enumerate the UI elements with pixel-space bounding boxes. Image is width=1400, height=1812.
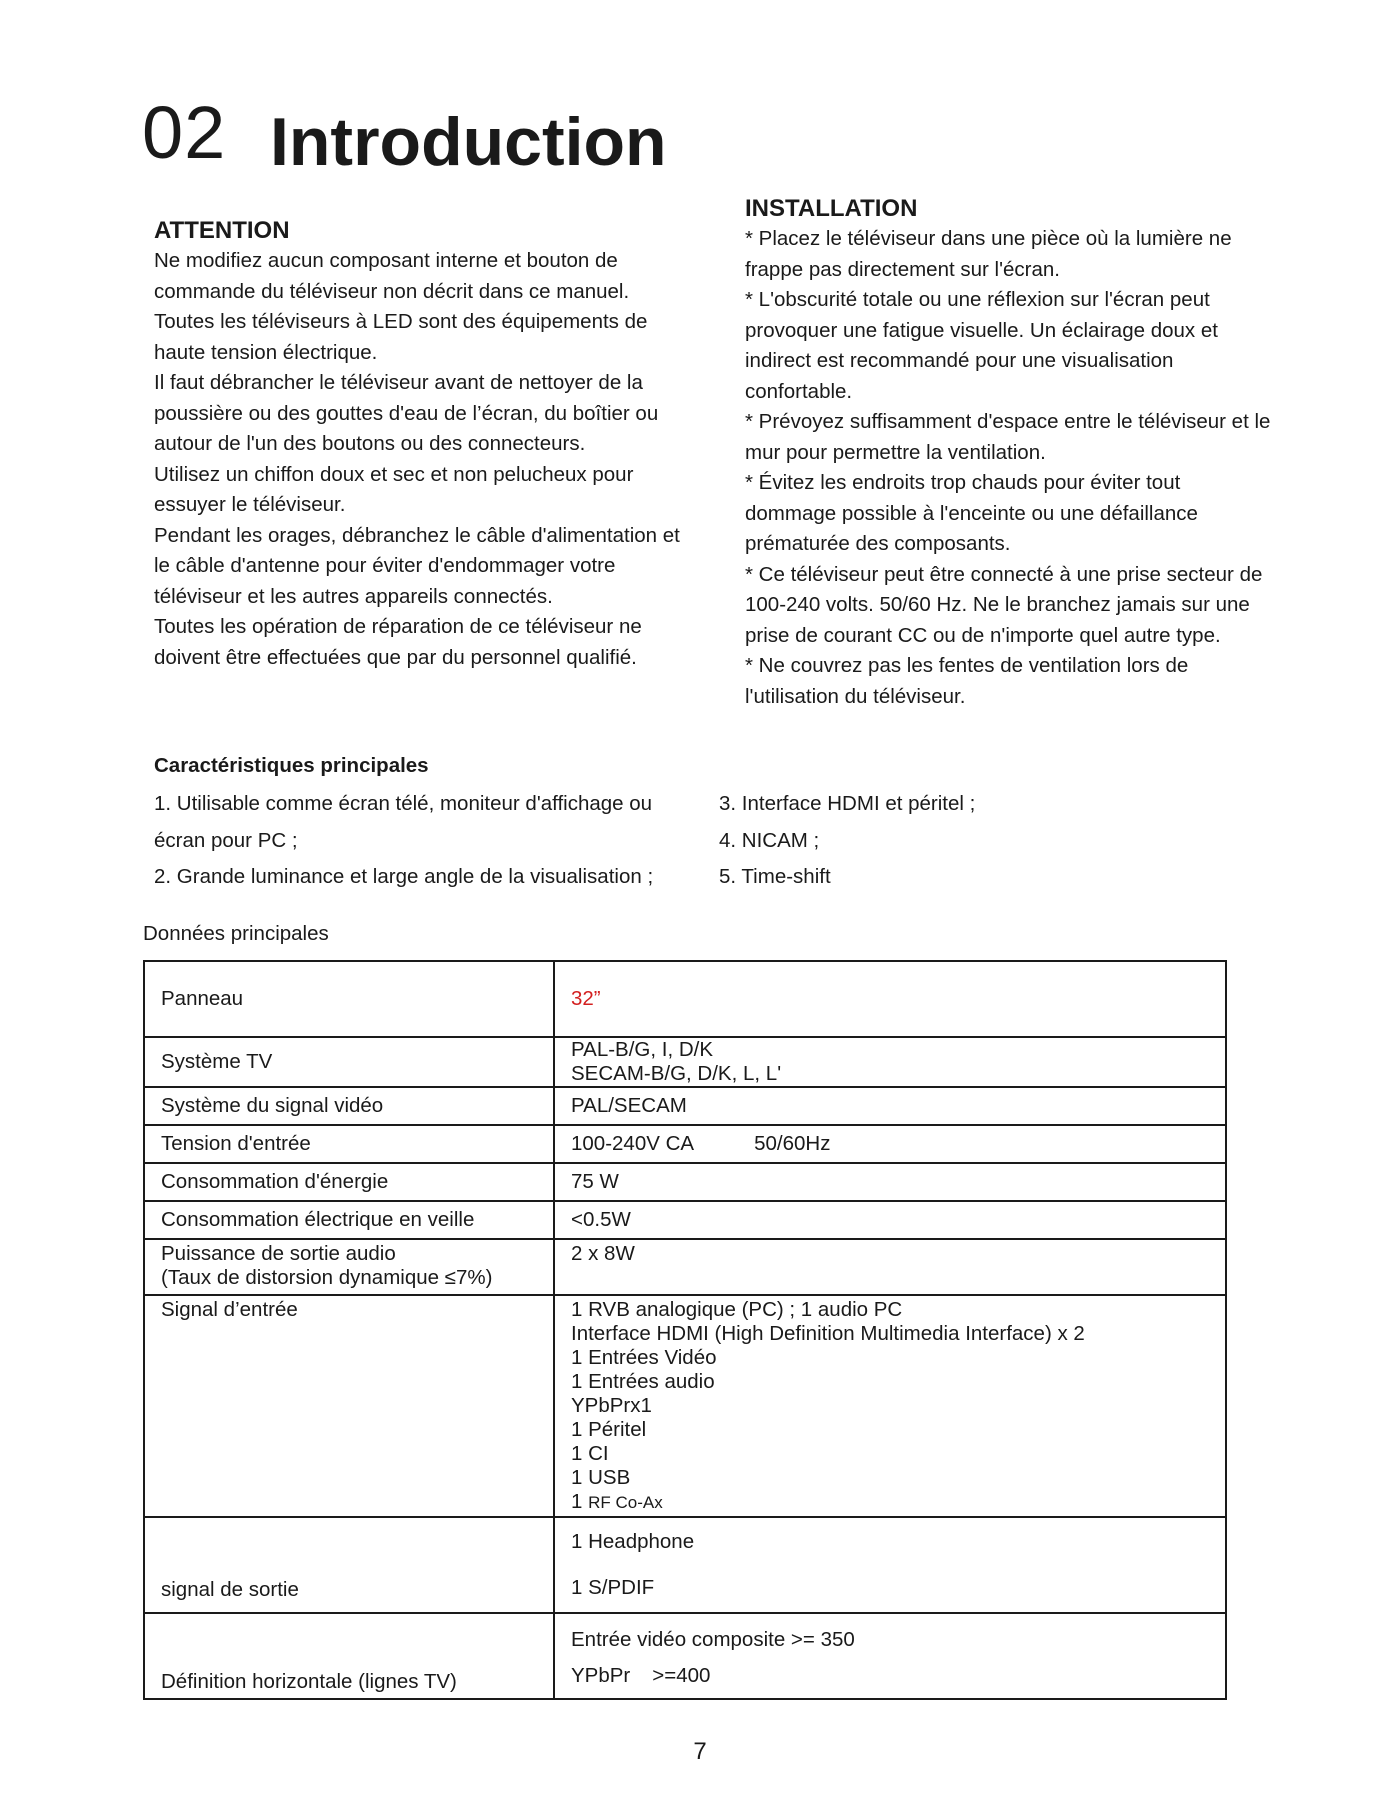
- spec-value: PAL/SECAM: [554, 1087, 1226, 1125]
- spec-label: Panneau: [144, 961, 554, 1037]
- features-list: [154, 786, 1274, 896]
- spec-line: Interface HDMI (High Definition Multimedia Interface) x 2: [571, 1322, 1085, 1345]
- voltage-value: 100-240V CA: [571, 1132, 695, 1155]
- table-row: [144, 1037, 1226, 1087]
- feature-item: 5. Time-shift: [719, 865, 831, 888]
- spec-label: Système TV: [144, 1037, 554, 1087]
- spec-line: YPbPrx1: [571, 1394, 652, 1417]
- panel-size-value: 32”: [571, 987, 601, 1010]
- installation-paragraph: * Ne couvrez pas les fentes de ventilation lors de l'utilisation du téléviseur.: [745, 654, 1189, 708]
- specs-caption: Données principales: [143, 922, 329, 945]
- spec-line: 1 Headphone: [571, 1530, 695, 1553]
- spec-line: [571, 1490, 1209, 1515]
- installation-section: [745, 194, 1275, 712]
- chapter-title: Introduction: [270, 104, 667, 180]
- ypbpr-label: YPbPr: [571, 1664, 631, 1687]
- spec-line: 1 USB: [571, 1466, 631, 1489]
- installation-paragraph: * L'obscurité totale ou une réflexion sur l'écran peut provoquer une fatigue visuelle. Un éclairage doux et indirect est recommandé pour une visualisation confortable.: [745, 288, 1218, 403]
- spec-label: Tension d'entrée: [144, 1125, 554, 1163]
- spec-value: [554, 1517, 1226, 1613]
- table-row: [144, 1125, 1226, 1163]
- features-left-column: [154, 786, 694, 896]
- spec-line: 1 Entrées audio: [571, 1370, 715, 1393]
- installation-heading: INSTALLATION: [745, 195, 918, 222]
- spec-label: signal de sortie: [144, 1517, 554, 1613]
- features-heading: Caractéristiques principales: [154, 754, 429, 777]
- spec-label: Système du signal vidéo: [144, 1087, 554, 1125]
- installation-paragraph: * Placez le téléviseur dans une pièce où la lumière ne frappe pas directement sur l'écran.: [745, 227, 1232, 281]
- spec-value: 75 W: [554, 1163, 1226, 1201]
- installation-paragraph: * Prévoyez suffisamment d'espace entre le téléviseur et le mur pour permettre la ventilation.: [745, 410, 1271, 464]
- spec-label-line: Puissance de sortie audio: [161, 1242, 396, 1265]
- features-section: [154, 752, 1274, 896]
- table-row: [144, 1239, 1226, 1295]
- ypbpr-value: >=400: [652, 1664, 711, 1687]
- spec-value: [554, 1125, 1226, 1163]
- spec-value: <0.5W: [554, 1201, 1226, 1239]
- spec-line: PAL-B/G, I, D/K: [571, 1038, 714, 1061]
- spec-value: 2 x 8W: [554, 1239, 1226, 1295]
- spec-line: [571, 1658, 1209, 1694]
- spec-label: Consommation d'énergie: [144, 1163, 554, 1201]
- spec-line: 1 Entrées Vidéo: [571, 1346, 717, 1369]
- installation-paragraph: * Ce téléviseur peut être connecté à une prise secteur de 100-240 volts. 50/60 Hz. Ne le branchez jamais sur une prise de courant CC ou de n'importe quel autre type.: [745, 562, 1263, 647]
- spec-line: 1 Péritel: [571, 1418, 647, 1441]
- spec-value: [554, 1295, 1226, 1517]
- table-row: [144, 1613, 1226, 1699]
- feature-item: 4. NICAM ;: [719, 828, 820, 852]
- feature-item: 3. Interface HDMI et péritel ;: [719, 792, 976, 815]
- spec-label: Consommation électrique en veille: [144, 1201, 554, 1239]
- attention-paragraph: Il faut débrancher le téléviseur avant de nettoyer de la poussière ou des gouttes d'eau de l’écran, du boîtier ou autour de l'un des boutons ou des connecteurs.: [154, 371, 659, 455]
- attention-paragraph: Toutes les téléviseurs à LED sont des équipements de haute tension électrique.: [154, 310, 648, 364]
- attention-paragraph: Pendant les orages, débranchez le câble d'alimentation et le câble d'antenne pour éviter d'endommager votre téléviseur et les autres appareils connectés.: [154, 523, 680, 608]
- table-row: [144, 1517, 1226, 1613]
- attention-section: [154, 216, 694, 673]
- attention-paragraph: Toutes les opération de réparation de ce téléviseur ne doivent être effectuées que par du personnel qualifié.: [154, 615, 642, 669]
- table-row: [144, 1201, 1226, 1239]
- table-row: [144, 1163, 1226, 1201]
- feature-item: 2. Grande luminance et large angle de la visualisation ;: [154, 865, 654, 888]
- feature-item: 1. Utilisable comme écran télé, moniteur d'affichage ou écran pour PC ;: [154, 792, 653, 852]
- specs-table: [143, 960, 1227, 1700]
- spec-line: 1 RVB analogique (PC) ; 1 audio PC: [571, 1298, 903, 1321]
- page-number: 7: [693, 1738, 707, 1765]
- spec-value: [554, 961, 1226, 1037]
- spec-line: SECAM-B/G, D/K, L, L': [571, 1062, 782, 1085]
- installation-paragraph: * Évitez les endroits trop chauds pour éviter tout dommage possible à l'enceinte ou une défaillance prématurée des composants.: [745, 471, 1198, 555]
- attention-heading: ATTENTION: [154, 217, 290, 244]
- spec-label: [144, 1239, 554, 1295]
- attention-paragraph: Ne modifiez aucun composant interne et bouton de commande du téléviseur non décrit dans ce manuel.: [154, 249, 630, 303]
- chapter-number: 02: [142, 91, 227, 174]
- spec-line: Entrée vidéo composite >= 350: [571, 1628, 855, 1651]
- frequency-value: 50/60Hz: [754, 1132, 831, 1155]
- spec-label: Signal d’entrée: [144, 1295, 554, 1517]
- table-row: [144, 1295, 1226, 1517]
- spec-line-prefix: 1: [571, 1490, 583, 1513]
- table-row: [144, 961, 1226, 1037]
- spec-line: 1 CI: [571, 1442, 609, 1465]
- attention-paragraph: Utilisez un chiffon doux et sec et non pelucheux pour essuyer le téléviseur.: [154, 462, 634, 516]
- spec-label: Définition horizontale (lignes TV): [144, 1613, 554, 1699]
- spec-label-line: (Taux de distorsion dynamique ≤7%): [161, 1266, 493, 1289]
- table-row: [144, 1087, 1226, 1125]
- features-right-column: [719, 786, 1219, 896]
- spec-line: 1 S/PDIF: [571, 1576, 655, 1599]
- spec-value: [554, 1613, 1226, 1699]
- spec-value: [554, 1037, 1226, 1087]
- spec-line-suffix: RF Co-Ax: [588, 1493, 663, 1512]
